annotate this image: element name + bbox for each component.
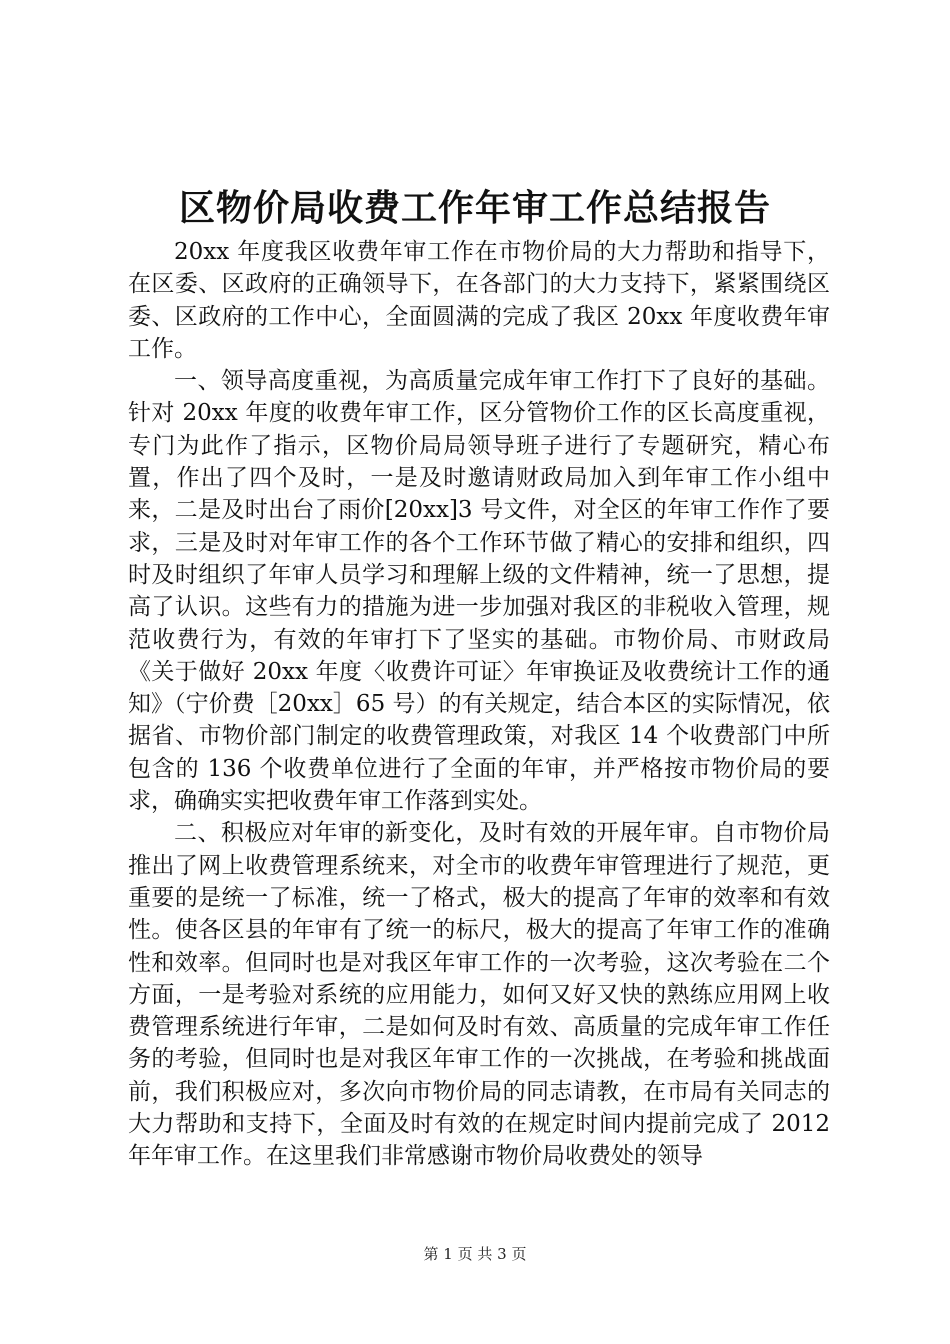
intro-paragraph: 20xx 年度我区收费年审工作在市物价局的大力帮助和指导下，在区委、区政府的正确领导下，在各部门的大力支持下，紧紧围绕区委、区政府的工作中心，全面圆满的完成了我区 20xx 年度收费年审工作。 [128,239,830,362]
section-two-paragraph: 二、积极应对年审的新变化，及时有效的开展年审。自市物价局推出了网上收费管理系统来，对全市的收费年审管理进行了规范，更重要的是统一了标准，统一了格式，极大的提高了年审的效率和有效性。使各区县的年审有了统一的标尺，极大的提高了年审工作的准确性和效率。但同时也是对我区年审工作的一次考验，这次考验在二个方面，一是考验对系统的应用能力，如何又好又快的熟练应用网上收费管理系统进行年审，二是如何及时有效、高质量的完成年审工作任务的考验，但同时也是对我区年审工作的一次挑战，在考验和挑战面前，我们积极应对，多次向市物价局的同志请教，在市局有关同志的大力帮助和支持下，全面及时有效的在规定时间内提前完成了 2012 年年审工作。在这里我们非常感谢市物价局收费处的领导 [128,820,830,1170]
document-title: 区物价局收费工作年审工作总结报告 [178,187,771,229]
section-one-paragraph: 一、领导高度重视，为高质量完成年审工作打下了良好的基础。针对 20xx 年度的收费年审工作，区分管物价工作的区长高度重视，专门为此作了指示，区物价局局领导班子进行了专题研究，精心布置，作出了四个及时，一是及时邀请财政局加入到年审工作小组中来，二是及时出台了雨价[20xx]3 号文件，对全区的年审工作作了要求，三是及时对年审工作的各个工作环节做了精心的安排和组织，四时及时组织了年审人员学习和理解上级的文件精神，统一了思想，提高了认识。这些有力的措施为进一步加强对我区的非税收入管理，规范收费行为，有效的年审打下了坚实的基础。市物价局、市财政局《关于做好 20xx 年度〈收费许可证〉年审换证及收费统计工作的通知》（宁价费［20xx］65 号）的有关规定，结合本区的实际情况，依据省、市物价部门制定的收费管理政策，对我区 14 个收费部门中所包含的 136 个收费单位进行了全面的年审，并严格按市物价局的要求，确确实实把收费年审工作落到实处。 [128,368,830,815]
document-body [128,236,830,1173]
page-number-footer: 第 1 页 共 3 页 [423,1245,527,1263]
